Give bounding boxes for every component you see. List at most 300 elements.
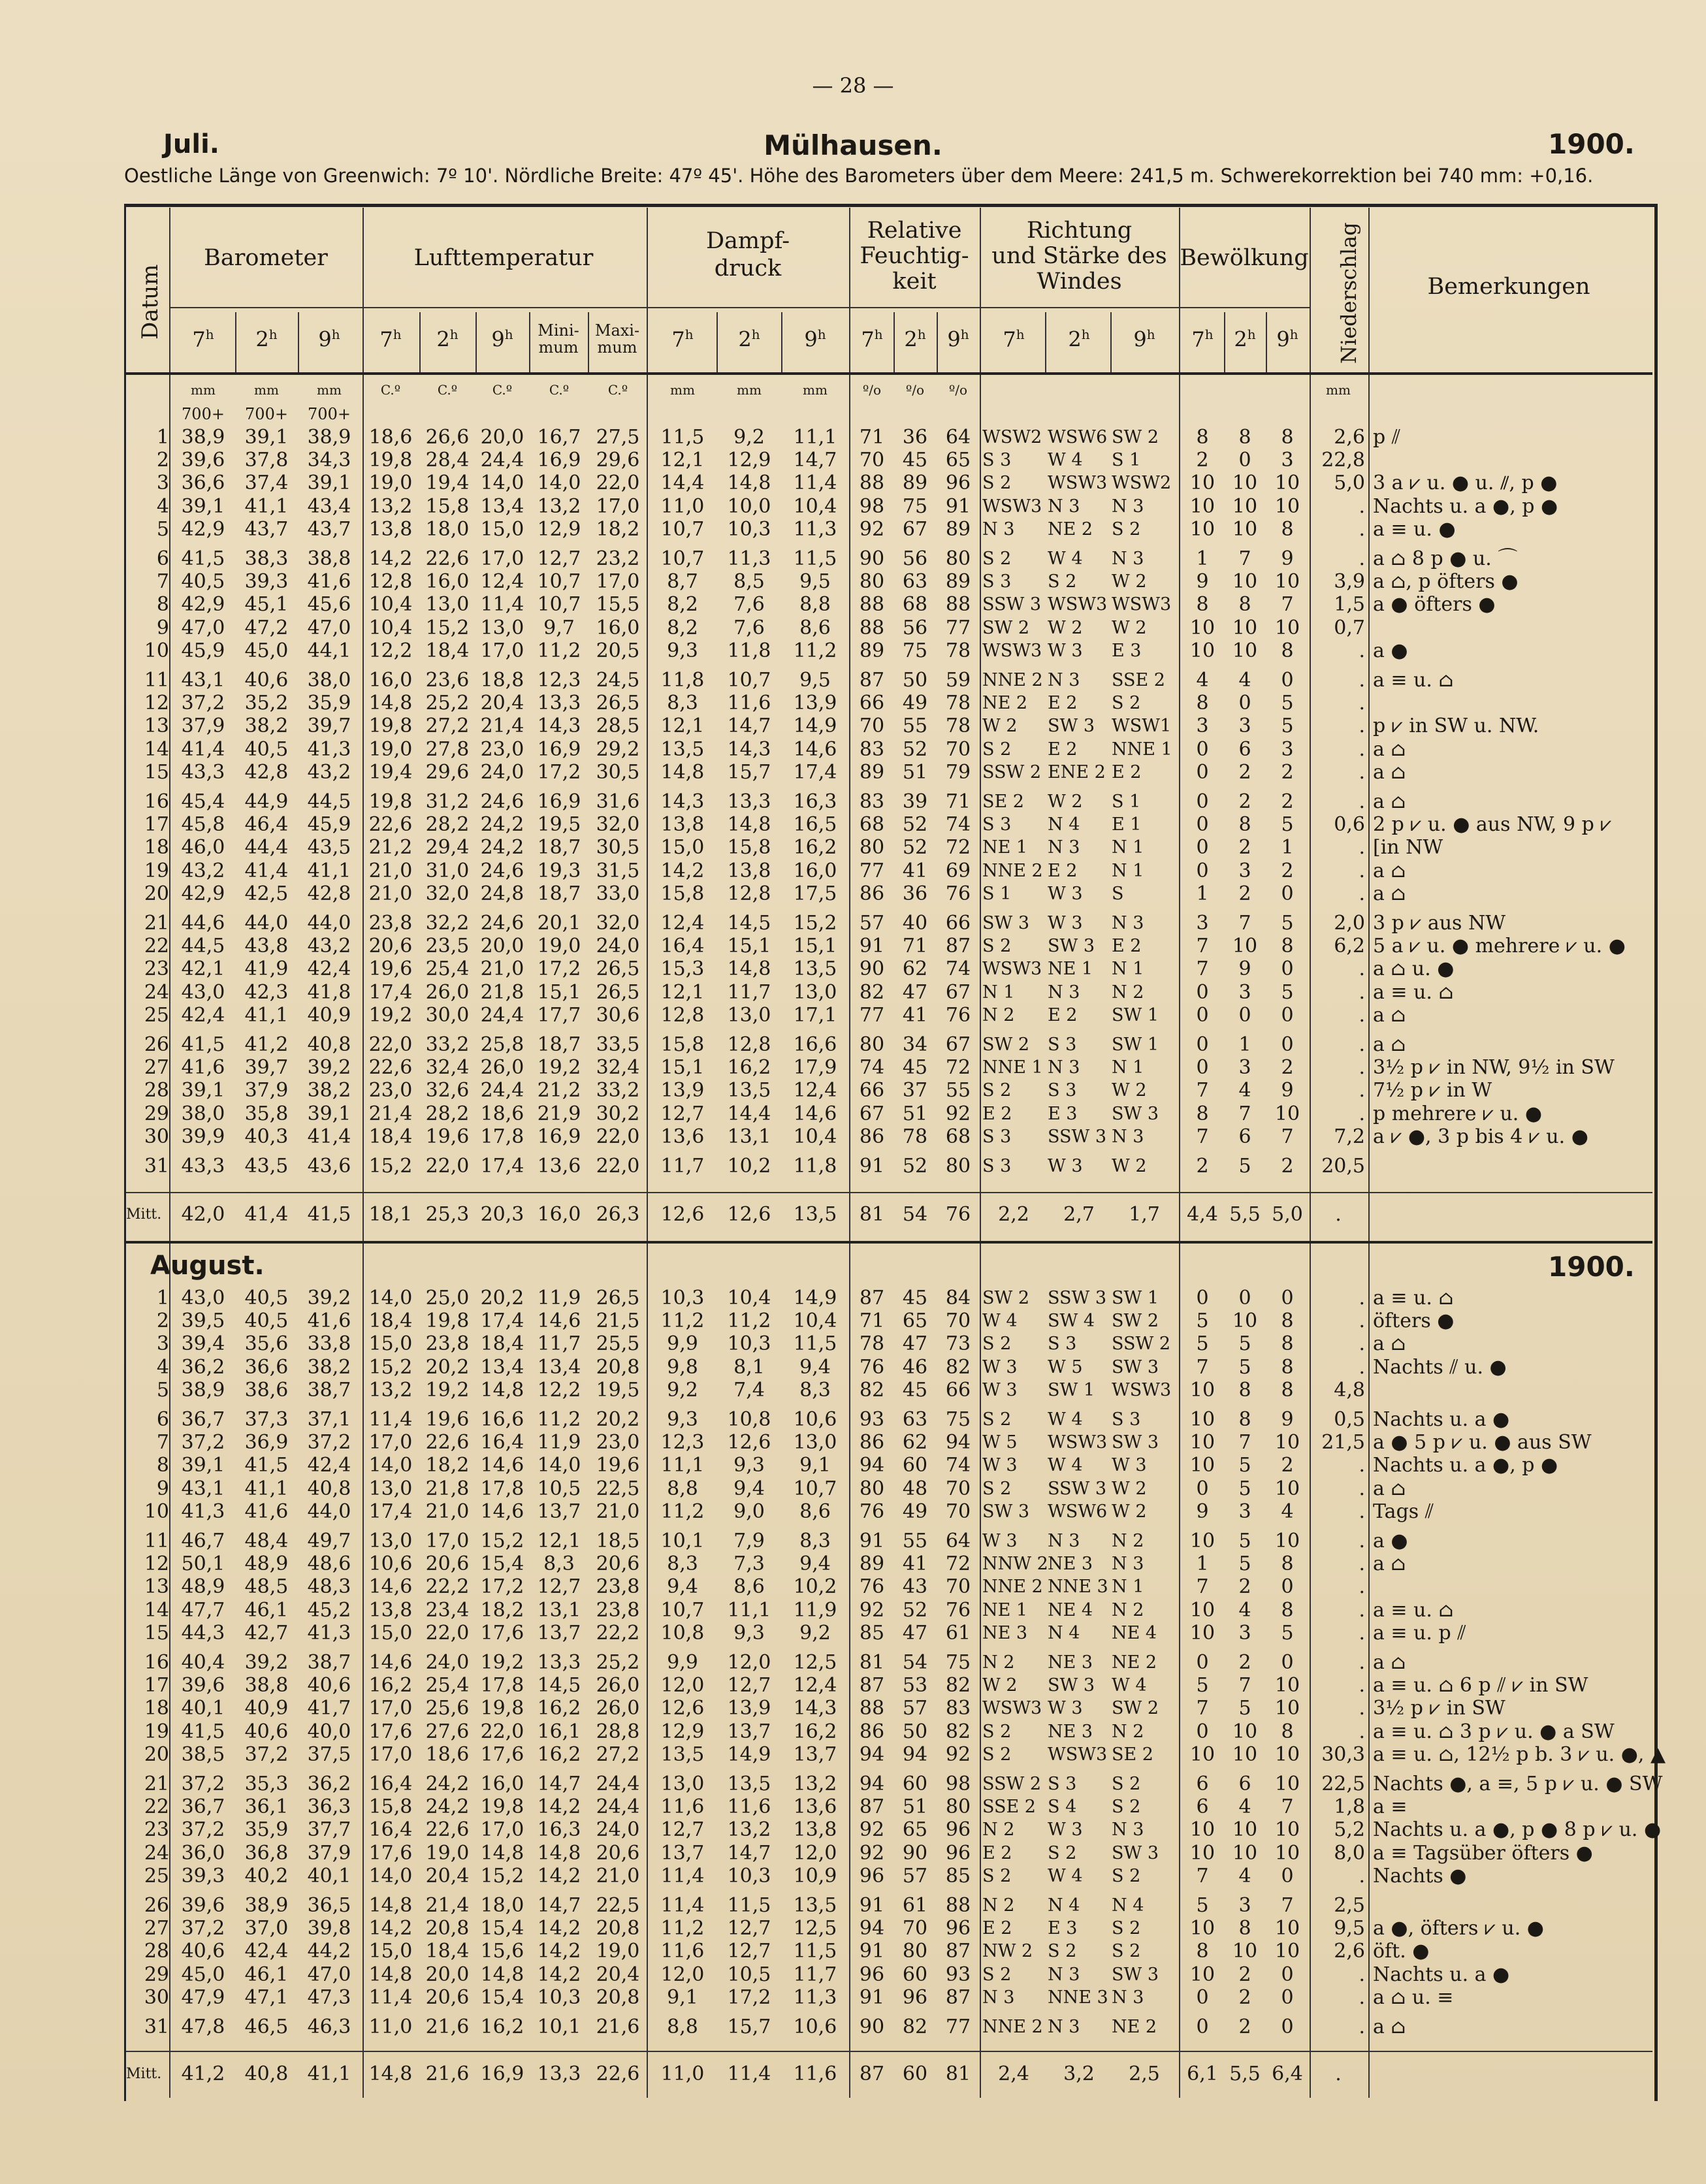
table-cell: 15,7	[727, 2015, 771, 2038]
table-cell: 90	[902, 1841, 928, 1865]
table-cell: 3	[1238, 1621, 1251, 1645]
table-cell: 15	[144, 760, 169, 784]
table-cell: .	[1359, 737, 1365, 761]
table-cell: 36	[902, 426, 928, 449]
table-cell: 23	[144, 1818, 169, 1842]
table-cell: 18,7	[537, 882, 581, 905]
table-cell: 22,5	[596, 1894, 640, 1917]
table-cell: 87	[859, 1795, 885, 1819]
table-cell: 44,5	[181, 935, 225, 958]
table-cell: S 3	[1048, 1334, 1077, 1355]
table-cell: 21,0	[368, 882, 413, 905]
table-cell: 12,3	[537, 669, 581, 692]
table-cell: 12,7	[660, 1818, 705, 1842]
table-cell: S 2	[982, 1865, 1012, 1886]
table-cell: .	[1359, 836, 1365, 859]
table-cell: 10,8	[727, 1408, 771, 1431]
table-cell: 27	[144, 1056, 169, 1080]
table-cell: 66	[945, 912, 971, 935]
table-cell: 23	[144, 957, 169, 981]
baro-prefix: 700+	[308, 405, 351, 423]
table-cell: 0,7	[1334, 616, 1365, 639]
table-cell: 22,6	[368, 1056, 413, 1080]
hour-suffix: h	[504, 327, 513, 342]
table-cell: 93	[859, 1408, 885, 1431]
table-cell: 3	[1238, 1894, 1251, 1917]
table-cell: 14,8	[727, 957, 771, 981]
table-cell: .	[1359, 1033, 1365, 1056]
table-cell: 11,7	[793, 1963, 837, 1986]
table-cell: 13,7	[537, 1500, 581, 1523]
table-cell: E 2	[1048, 860, 1078, 881]
table-row	[0, 981, 1706, 1004]
table-cell: 44,4	[244, 836, 289, 859]
table-cell: 41	[902, 1552, 928, 1576]
table-cell: 5	[1238, 1155, 1251, 1178]
table-cell: 74	[859, 1056, 885, 1080]
table-cell: 19	[144, 1720, 169, 1743]
table-cell: 19,2	[537, 1056, 581, 1080]
table-cell: 43,5	[244, 1155, 289, 1178]
table-cell: 46,5	[244, 2015, 289, 2038]
table-cell: ENE 2	[1048, 762, 1106, 782]
table-cell: 22,0	[425, 1155, 470, 1178]
table-cell: 8,7	[667, 570, 698, 594]
table-cell: W 4	[1048, 1455, 1083, 1476]
table-cell: 20,6	[425, 1985, 470, 2009]
table-cell: 12,8	[660, 1003, 705, 1027]
table-cell: 22,8	[1321, 449, 1365, 472]
table-cell: 41,8	[307, 980, 351, 1004]
table-cell: 17,2	[537, 957, 581, 981]
table-cell: 25,4	[425, 957, 470, 981]
table-cell: 47	[902, 1621, 928, 1645]
table-cell: 11,9	[537, 1287, 581, 1309]
table-cell: E 2	[982, 1103, 1012, 1124]
table-cell: 27,6	[425, 1720, 470, 1743]
table-cell: 6	[1238, 1125, 1251, 1148]
table-cell: 13,6	[793, 1795, 837, 1819]
table-cell: 29,2	[596, 737, 640, 761]
table-cell: S 2	[1048, 1842, 1077, 1863]
table-cell: 10	[1189, 639, 1215, 662]
table-cell: SSW 3	[982, 594, 1042, 615]
table-cell: 0	[1281, 1003, 1294, 1027]
table-cell: 9,2	[667, 1378, 698, 1402]
table-cell: NE 3	[1048, 1721, 1093, 1742]
table-cell: 11,4	[793, 472, 837, 495]
table-cell: .	[1359, 1332, 1365, 1356]
table-cell: 22,0	[596, 472, 640, 495]
table-cell: 23,0	[480, 737, 524, 761]
table-row	[0, 472, 1706, 495]
table-cell: 15,2	[793, 912, 837, 935]
table-cell: 10	[1232, 1720, 1258, 1743]
table-cell: 11,9	[793, 1598, 837, 1622]
table-cell: NE 4	[1048, 1599, 1093, 1620]
table-cell: 96	[945, 1818, 971, 1842]
table-cell: 10	[1189, 616, 1215, 639]
table-cell: 17,4	[793, 760, 837, 784]
table-cell: E 2	[1112, 936, 1142, 957]
table-cell: 25	[144, 1864, 169, 1887]
table-cell: 8	[1196, 426, 1209, 449]
table-cell: 20,0	[480, 426, 524, 449]
table-cell: N 3	[982, 1987, 1015, 2008]
table-cell: .	[1359, 1963, 1365, 1986]
table-cell: 9,7	[543, 616, 575, 639]
subheader-hour	[717, 327, 781, 352]
table-cell: 11,2	[660, 1309, 705, 1333]
table-cell: 17	[144, 813, 169, 837]
mittel-cell: 54	[902, 1203, 928, 1226]
table-cell: 17,5	[793, 882, 837, 905]
table-cell: 0	[1238, 692, 1251, 715]
table-cell: N 4	[1112, 1895, 1144, 1916]
table-cell: 31,5	[596, 859, 640, 882]
table-cell: 5	[1238, 1697, 1251, 1720]
table-cell: SSW 3	[1048, 1126, 1107, 1147]
table-cell: 8,8	[799, 593, 831, 617]
subheader-hour	[850, 327, 893, 352]
mittel-cell: 42,0	[181, 1203, 225, 1226]
table-cell: a ⌂	[1373, 1477, 1406, 1500]
table-cell: 10	[1232, 639, 1258, 662]
table-cell: 23,8	[596, 1575, 640, 1599]
table-cell: 4	[156, 494, 169, 518]
table-cell: 47	[902, 980, 928, 1004]
table-cell: 1,5	[1334, 593, 1365, 617]
table-cell: 13,8	[660, 813, 705, 837]
table-cell: 85	[945, 1864, 971, 1887]
table-cell: 15,1	[793, 935, 837, 958]
table-cell: 43,2	[307, 760, 351, 784]
table-cell: .	[1359, 494, 1365, 518]
table-cell: 8	[156, 1454, 169, 1477]
table-row	[0, 1332, 1706, 1356]
table-cell: 13,6	[660, 1125, 705, 1148]
table-cell: 55	[945, 1079, 971, 1102]
table-cell: 13,4	[480, 494, 524, 518]
table-cell: 80	[859, 1477, 885, 1500]
table-cell: 3	[1196, 912, 1209, 935]
table-cell: W 2	[982, 716, 1018, 737]
table-cell: 24,5	[596, 669, 640, 692]
table-cell: 91	[859, 1940, 885, 1963]
table-cell: 48,3	[307, 1575, 351, 1599]
column-subrule	[937, 312, 938, 374]
table-cell: 7	[1196, 1575, 1209, 1599]
table-cell: 41,1	[244, 494, 289, 518]
table-cell: 70	[902, 1917, 928, 1940]
table-cell: 14,8	[660, 760, 705, 784]
table-row	[0, 935, 1706, 958]
table-cell: 20,2	[596, 1408, 640, 1431]
table-cell: 12,7	[537, 1575, 581, 1599]
table-row	[0, 1842, 1706, 1865]
table-cell: 39,5	[181, 1309, 225, 1333]
table-cell: 8	[1238, 426, 1251, 449]
table-cell: 28	[144, 1940, 169, 1963]
table-cell: 98	[945, 1773, 971, 1795]
mittel-rule-july	[126, 1192, 1652, 1193]
table-cell: 18,2	[425, 1454, 470, 1477]
table-cell: 21,6	[425, 2015, 470, 2038]
table-cell: WSW3	[1048, 473, 1108, 494]
table-cell: 0	[1281, 882, 1294, 905]
table-cell: 27,2	[425, 715, 470, 738]
table-cell: 11,8	[793, 1155, 837, 1178]
table-cell: N 3	[1048, 1057, 1080, 1078]
table-cell: N 3	[1112, 496, 1144, 517]
table-cell: 55	[902, 1530, 928, 1552]
table-cell: 48,5	[244, 1575, 289, 1599]
hour-value: 7	[671, 327, 685, 352]
subheader-hour	[1266, 327, 1309, 352]
mittel-cell: 1,7	[1129, 1203, 1160, 1226]
table-cell: .	[1359, 1102, 1365, 1125]
table-cell: 88	[859, 616, 885, 639]
table-cell: 31	[144, 2015, 169, 2038]
table-cell: 5	[1196, 1894, 1209, 1917]
column-subrule	[716, 312, 718, 374]
table-cell: [in NW	[1373, 836, 1443, 859]
table-cell: 60	[902, 1773, 928, 1795]
table-cell: NE 4	[1112, 1622, 1157, 1643]
table-cell: 52	[902, 1598, 928, 1622]
table-cell: 41,3	[307, 1621, 351, 1645]
table-cell: 10	[1189, 1917, 1215, 1940]
table-cell: 10	[1189, 494, 1215, 518]
table-cell: 9	[1281, 547, 1294, 570]
table-row	[0, 692, 1706, 715]
table-cell: 15,2	[368, 1355, 413, 1379]
table-cell: 7,9	[733, 1530, 765, 1552]
table-cell: 98	[859, 494, 885, 518]
table-cell: 9,3	[733, 1454, 765, 1477]
mittel-cell: 12,6	[660, 1203, 705, 1226]
table-cell: 10,1	[537, 2015, 581, 2038]
table-cell: 3	[1196, 715, 1209, 738]
table-cell: a ≡	[1373, 1795, 1408, 1819]
table-cell: W 5	[982, 1432, 1018, 1453]
table-cell: 37,2	[181, 1431, 225, 1454]
table-cell: 39,1	[181, 1454, 225, 1477]
unit-label: C.º	[549, 382, 570, 398]
table-cell: N 3	[1112, 913, 1144, 933]
table-cell: 9,3	[733, 1621, 765, 1645]
mittel-cell: 26,3	[596, 1203, 640, 1226]
column-subrule	[1045, 312, 1046, 374]
table-cell: 13,8	[793, 1818, 837, 1842]
table-cell: 38,9	[181, 1378, 225, 1402]
table-cell: 3	[1238, 715, 1251, 738]
table-cell: 68	[859, 813, 885, 837]
table-cell: 5	[1238, 1355, 1251, 1379]
table-row	[0, 1431, 1706, 1454]
table-cell: 82	[945, 1674, 971, 1697]
table-cell: 94	[859, 1742, 885, 1766]
table-cell: 25,8	[480, 1033, 524, 1056]
table-cell: 28,8	[596, 1720, 640, 1743]
column-subrule	[475, 312, 477, 374]
table-cell: .	[1359, 1003, 1365, 1027]
table-cell: 41,5	[244, 1454, 289, 1477]
table-cell: NE 2	[1048, 519, 1093, 539]
table-cell: 24,6	[480, 859, 524, 882]
subheader-hour	[982, 327, 1045, 352]
table-cell: 30,0	[425, 1003, 470, 1027]
table-cell: S 2	[982, 936, 1012, 957]
table-cell: W 4	[1048, 450, 1083, 471]
table-cell: 17,6	[368, 1720, 413, 1743]
table-cell: 26,6	[425, 426, 470, 449]
table-cell: NE 2	[982, 693, 1028, 714]
subheader-hour	[1112, 327, 1177, 352]
table-cell: 13,1	[727, 1125, 771, 1148]
table-cell: 39,7	[244, 1056, 289, 1080]
table-cell: 17,2	[537, 760, 581, 784]
header-wind-3: Windes	[1037, 268, 1122, 295]
table-cell: 11,2	[537, 639, 581, 662]
table-cell: 15,8	[660, 882, 705, 905]
table-cell: 90	[859, 957, 885, 981]
table-cell: 89	[902, 472, 928, 495]
table-cell: 10	[1232, 517, 1258, 541]
table-cell: 11,4	[368, 1985, 413, 2009]
table-cell: 17,4	[480, 1155, 524, 1178]
table-cell: 18,8	[480, 669, 524, 692]
baro-prefix: 700+	[245, 405, 288, 423]
table-cell: 21,0	[425, 1500, 470, 1523]
table-cell: 12,4	[660, 912, 705, 935]
table-cell: 43,3	[181, 1155, 225, 1178]
table-row	[0, 426, 1706, 449]
table-cell: 6,2	[1334, 935, 1365, 958]
table-cell: 8	[1196, 593, 1209, 617]
mittel-cell: 16,9	[480, 2063, 524, 2085]
table-cell: 9,5	[799, 570, 831, 594]
table-cell: 68	[945, 1125, 971, 1148]
table-cell: 35,3	[244, 1773, 289, 1795]
table-cell: 44,5	[307, 790, 351, 813]
table-cell: 11,7	[537, 1332, 581, 1356]
table-cell: 11,2	[727, 1309, 771, 1333]
table-cell: 7	[1196, 957, 1209, 981]
table-cell: 14,6	[537, 1309, 581, 1333]
unit-label: mm	[803, 382, 828, 398]
hour-suffix: h	[268, 327, 278, 342]
table-cell: 12,5	[793, 1651, 837, 1674]
table-cell: 7	[1196, 1079, 1209, 1102]
table-cell: 6	[1238, 1773, 1251, 1795]
table-cell: 13,7	[793, 1742, 837, 1766]
table-cell: 72	[945, 1056, 971, 1080]
table-cell: 13,2	[368, 1378, 413, 1402]
mittel-cell: 2,4	[998, 2063, 1029, 2085]
column-subrule	[419, 312, 421, 374]
table-cell: 24,4	[480, 1079, 524, 1102]
table-cell: 50,1	[181, 1552, 225, 1576]
table-cell: 17,0	[425, 1530, 470, 1552]
table-cell: 73	[945, 1332, 971, 1356]
table-cell: 7,3	[733, 1552, 765, 1576]
table-cell: 78	[945, 692, 971, 715]
table-cell: N 3	[1112, 1554, 1144, 1575]
table-cell: 40,4	[181, 1651, 225, 1674]
table-cell: N 3	[1112, 1987, 1144, 2008]
table-cell: 43,1	[181, 669, 225, 692]
table-cell: 70	[945, 1309, 971, 1333]
table-cell: 19,0	[368, 472, 413, 495]
table-cell: 11,3	[793, 517, 837, 541]
table-cell: N 2	[982, 1895, 1015, 1916]
table-cell: 41,5	[181, 1720, 225, 1743]
table-cell: 18,6	[425, 1742, 470, 1766]
table-cell: 66	[945, 1378, 971, 1402]
table-cell: 18,4	[425, 1940, 470, 1963]
mittel-cell: .	[1335, 1203, 1342, 1226]
subheader-hour	[419, 327, 475, 352]
table-cell: 43,0	[181, 980, 225, 1004]
table-cell: 24,6	[480, 912, 524, 935]
table-cell: 15,2	[425, 616, 470, 639]
table-cell: 77	[945, 616, 971, 639]
table-cell: 52	[902, 813, 928, 837]
table-cell: 2	[1281, 859, 1294, 882]
table-cell: 21,2	[368, 836, 413, 859]
table-cell: 33,5	[596, 1033, 640, 1056]
header-feucht-2: Feuchtig-	[860, 243, 969, 269]
table-cell: 64	[945, 426, 971, 449]
table-cell: 1	[1196, 547, 1209, 570]
table-cell: 24,4	[480, 1003, 524, 1027]
table-cell: 34,3	[307, 449, 351, 472]
table-cell: 26,5	[596, 957, 640, 981]
column-subrule	[529, 312, 530, 374]
table-cell: 8	[1281, 1309, 1294, 1333]
table-cell: 17,0	[480, 639, 524, 662]
table-cell: 36,2	[181, 1355, 225, 1379]
table-cell: p mehrere ⩗ u. ●	[1373, 1102, 1543, 1125]
table-cell: W 3	[982, 1357, 1018, 1377]
table-cell: 38,2	[307, 1079, 351, 1102]
mittel-cell: 2,7	[1063, 1203, 1095, 1226]
table-cell: 11,0	[368, 2015, 413, 2038]
table-cell: .	[1359, 1079, 1365, 1102]
table-cell: 22,6	[368, 813, 413, 837]
table-cell: 15,1	[537, 980, 581, 1004]
table-cell: Tags ⫽	[1373, 1500, 1434, 1523]
table-cell: 13,3	[727, 790, 771, 813]
table-cell: 6	[156, 1408, 169, 1431]
table-cell: 17,4	[368, 1500, 413, 1523]
table-cell: 38,3	[244, 547, 289, 570]
table-cell: 40,5	[244, 737, 289, 761]
table-cell: 40,1	[181, 1697, 225, 1720]
table-cell: 11,4	[480, 593, 524, 617]
table-cell: 12,7	[727, 1940, 771, 1963]
table-cell: 14,4	[727, 1102, 771, 1125]
table-cell: 12,0	[727, 1651, 771, 1674]
table-cell: a ⩗ ●, 3 p bis 4 ⩗ u. ●	[1373, 1125, 1588, 1148]
mittel-cell: 18,1	[368, 1203, 413, 1226]
subheader-hour	[1181, 327, 1224, 352]
table-cell: 38,6	[244, 1378, 289, 1402]
table-cell: 35,2	[244, 692, 289, 715]
table-cell: 88	[945, 1894, 971, 1917]
table-cell: WSW2	[982, 427, 1042, 447]
